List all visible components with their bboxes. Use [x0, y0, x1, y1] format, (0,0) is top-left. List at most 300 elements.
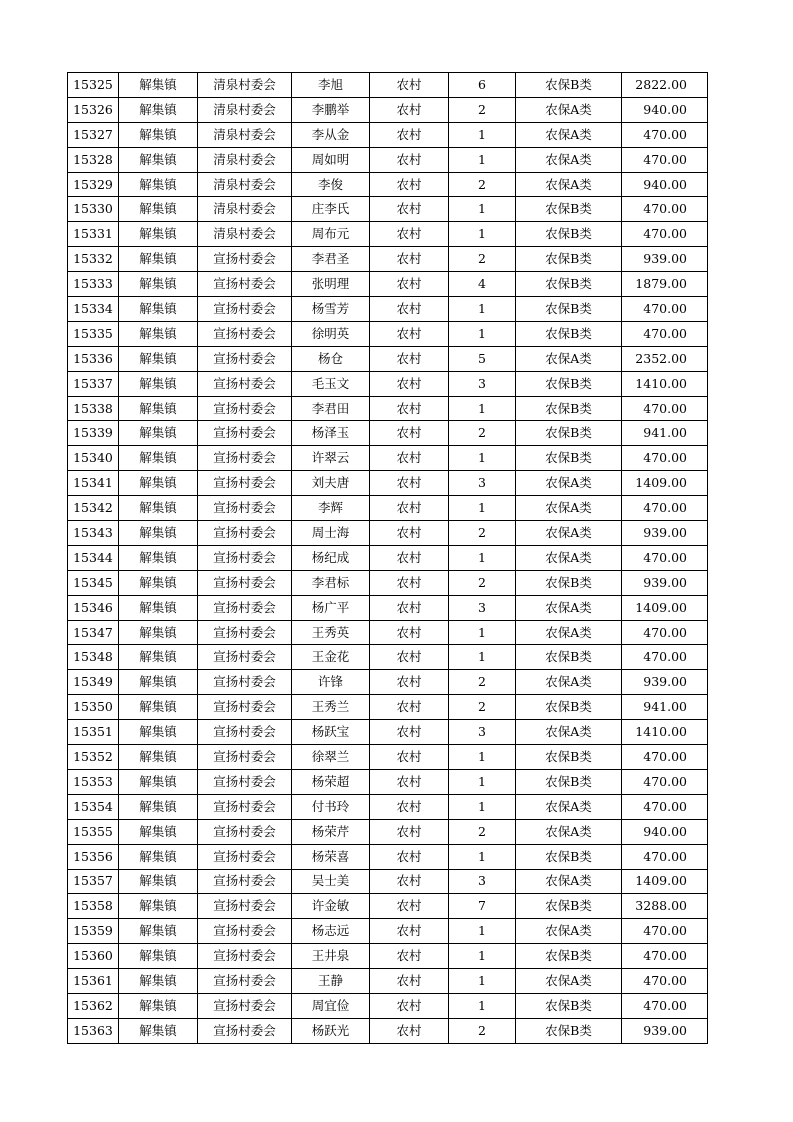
town-cell: 解集镇 [119, 819, 198, 844]
village-cell: 清泉村委会 [198, 172, 292, 197]
person-count-cell: 1 [449, 919, 516, 944]
table-row [68, 122, 708, 147]
row-id-cell: 15337 [68, 371, 119, 396]
amount-cell: 3288.00 [622, 894, 708, 919]
town-cell: 解集镇 [119, 272, 198, 297]
amount-cell: 470.00 [622, 545, 708, 570]
amount-cell: 940.00 [622, 819, 708, 844]
person-count-cell: 3 [449, 471, 516, 496]
person-count-cell: 2 [449, 521, 516, 546]
village-cell: 宣扬村委会 [198, 496, 292, 521]
amount-cell: 1409.00 [622, 595, 708, 620]
amount-cell: 941.00 [622, 421, 708, 446]
table-row [68, 346, 708, 371]
row-id-cell: 15331 [68, 222, 119, 247]
table-row [68, 944, 708, 969]
village-cell: 宣扬村委会 [198, 595, 292, 620]
table-row [68, 570, 708, 595]
town-cell: 解集镇 [119, 570, 198, 595]
name-cell: 李俊 [292, 172, 370, 197]
area-type-cell: 农村 [370, 695, 449, 720]
person-count-cell: 1 [449, 745, 516, 770]
row-id-cell: 15344 [68, 545, 119, 570]
row-id-cell: 15333 [68, 272, 119, 297]
name-cell: 周士海 [292, 521, 370, 546]
area-type-cell: 农村 [370, 122, 449, 147]
row-id-cell: 15336 [68, 346, 119, 371]
town-cell: 解集镇 [119, 446, 198, 471]
town-cell: 解集镇 [119, 869, 198, 894]
row-id-cell: 15341 [68, 471, 119, 496]
person-count-cell: 2 [449, 421, 516, 446]
name-cell: 李旭 [292, 73, 370, 98]
amount-cell: 1409.00 [622, 471, 708, 496]
town-cell: 解集镇 [119, 496, 198, 521]
table-row [68, 645, 708, 670]
town-cell: 解集镇 [119, 844, 198, 869]
amount-cell: 470.00 [622, 944, 708, 969]
table-row [68, 521, 708, 546]
insurance-category-cell: 农保B类 [516, 570, 622, 595]
row-id-cell: 15357 [68, 869, 119, 894]
village-cell: 宣扬村委会 [198, 894, 292, 919]
village-cell: 宣扬村委会 [198, 969, 292, 994]
name-cell: 许翠云 [292, 446, 370, 471]
name-cell: 周宜俭 [292, 993, 370, 1018]
person-count-cell: 1 [449, 545, 516, 570]
row-id-cell: 15362 [68, 993, 119, 1018]
row-id-cell: 15350 [68, 695, 119, 720]
area-type-cell: 农村 [370, 371, 449, 396]
table-row [68, 745, 708, 770]
name-cell: 李从金 [292, 122, 370, 147]
amount-cell: 941.00 [622, 695, 708, 720]
village-cell: 清泉村委会 [198, 73, 292, 98]
area-type-cell: 农村 [370, 97, 449, 122]
person-count-cell: 6 [449, 73, 516, 98]
table-row [68, 297, 708, 322]
town-cell: 解集镇 [119, 172, 198, 197]
town-cell: 解集镇 [119, 944, 198, 969]
name-cell: 吴士美 [292, 869, 370, 894]
name-cell: 许锋 [292, 670, 370, 695]
table-row [68, 172, 708, 197]
table-row [68, 421, 708, 446]
insurance-category-cell: 农保B类 [516, 371, 622, 396]
town-cell: 解集镇 [119, 222, 198, 247]
table-row [68, 819, 708, 844]
area-type-cell: 农村 [370, 346, 449, 371]
amount-cell: 470.00 [622, 993, 708, 1018]
insurance-category-cell: 农保A类 [516, 670, 622, 695]
insurance-category-cell: 农保A类 [516, 172, 622, 197]
name-cell: 刘夫唐 [292, 471, 370, 496]
insurance-category-cell: 农保A类 [516, 147, 622, 172]
person-count-cell: 1 [449, 122, 516, 147]
area-type-cell: 农村 [370, 73, 449, 98]
insurance-category-cell: 农保A类 [516, 969, 622, 994]
name-cell: 徐明英 [292, 321, 370, 346]
table-row [68, 670, 708, 695]
person-count-cell: 4 [449, 272, 516, 297]
village-cell: 宣扬村委会 [198, 670, 292, 695]
village-cell: 宣扬村委会 [198, 570, 292, 595]
person-count-cell: 1 [449, 769, 516, 794]
row-id-cell: 15329 [68, 172, 119, 197]
row-id-cell: 15346 [68, 595, 119, 620]
table-row [68, 396, 708, 421]
name-cell: 杨雪芳 [292, 297, 370, 322]
insurance-category-cell: 农保B类 [516, 297, 622, 322]
village-cell: 宣扬村委会 [198, 844, 292, 869]
amount-cell: 470.00 [622, 297, 708, 322]
name-cell: 周布元 [292, 222, 370, 247]
amount-cell: 940.00 [622, 172, 708, 197]
name-cell: 毛玉文 [292, 371, 370, 396]
town-cell: 解集镇 [119, 1018, 198, 1043]
insurance-category-cell: 农保B类 [516, 844, 622, 869]
village-cell: 宣扬村委会 [198, 794, 292, 819]
name-cell: 杨荣超 [292, 769, 370, 794]
town-cell: 解集镇 [119, 421, 198, 446]
insurance-category-cell: 农保B类 [516, 73, 622, 98]
town-cell: 解集镇 [119, 670, 198, 695]
town-cell: 解集镇 [119, 720, 198, 745]
village-cell: 宣扬村委会 [198, 247, 292, 272]
insurance-category-cell: 农保B类 [516, 396, 622, 421]
village-cell: 宣扬村委会 [198, 695, 292, 720]
name-cell: 王静 [292, 969, 370, 994]
person-count-cell: 2 [449, 1018, 516, 1043]
amount-cell: 470.00 [622, 794, 708, 819]
area-type-cell: 农村 [370, 496, 449, 521]
table-row [68, 844, 708, 869]
area-type-cell: 农村 [370, 670, 449, 695]
amount-cell: 2822.00 [622, 73, 708, 98]
amount-cell: 470.00 [622, 321, 708, 346]
name-cell: 付书玲 [292, 794, 370, 819]
name-cell: 杨荣芹 [292, 819, 370, 844]
row-id-cell: 15335 [68, 321, 119, 346]
area-type-cell: 农村 [370, 272, 449, 297]
table-row [68, 197, 708, 222]
area-type-cell: 农村 [370, 919, 449, 944]
insurance-category-cell: 农保A类 [516, 346, 622, 371]
area-type-cell: 农村 [370, 297, 449, 322]
insurance-category-cell: 农保B类 [516, 446, 622, 471]
amount-cell: 1409.00 [622, 869, 708, 894]
village-cell: 宣扬村委会 [198, 745, 292, 770]
person-count-cell: 1 [449, 297, 516, 322]
name-cell: 许金敏 [292, 894, 370, 919]
table-row [68, 894, 708, 919]
town-cell: 解集镇 [119, 122, 198, 147]
person-count-cell: 2 [449, 247, 516, 272]
area-type-cell: 农村 [370, 545, 449, 570]
table-row [68, 769, 708, 794]
area-type-cell: 农村 [370, 969, 449, 994]
row-id-cell: 15326 [68, 97, 119, 122]
area-type-cell: 农村 [370, 197, 449, 222]
name-cell: 张明理 [292, 272, 370, 297]
village-cell: 宣扬村委会 [198, 471, 292, 496]
data-table [67, 72, 708, 1044]
table-row [68, 247, 708, 272]
town-cell: 解集镇 [119, 321, 198, 346]
person-count-cell: 1 [449, 844, 516, 869]
row-id-cell: 15347 [68, 620, 119, 645]
row-id-cell: 15352 [68, 745, 119, 770]
row-id-cell: 15339 [68, 421, 119, 446]
town-cell: 解集镇 [119, 346, 198, 371]
area-type-cell: 农村 [370, 869, 449, 894]
village-cell: 宣扬村委会 [198, 371, 292, 396]
town-cell: 解集镇 [119, 620, 198, 645]
amount-cell: 470.00 [622, 396, 708, 421]
area-type-cell: 农村 [370, 894, 449, 919]
area-type-cell: 农村 [370, 396, 449, 421]
person-count-cell: 1 [449, 396, 516, 421]
person-count-cell: 1 [449, 993, 516, 1018]
area-type-cell: 农村 [370, 521, 449, 546]
amount-cell: 940.00 [622, 97, 708, 122]
name-cell: 王秀兰 [292, 695, 370, 720]
town-cell: 解集镇 [119, 645, 198, 670]
insurance-category-cell: 农保B类 [516, 272, 622, 297]
amount-cell: 939.00 [622, 1018, 708, 1043]
town-cell: 解集镇 [119, 297, 198, 322]
row-id-cell: 15361 [68, 969, 119, 994]
row-id-cell: 15358 [68, 894, 119, 919]
town-cell: 解集镇 [119, 147, 198, 172]
name-cell: 杨仓 [292, 346, 370, 371]
person-count-cell: 3 [449, 720, 516, 745]
person-count-cell: 2 [449, 172, 516, 197]
amount-cell: 470.00 [622, 496, 708, 521]
person-count-cell: 3 [449, 595, 516, 620]
town-cell: 解集镇 [119, 521, 198, 546]
person-count-cell: 1 [449, 645, 516, 670]
name-cell: 王井泉 [292, 944, 370, 969]
town-cell: 解集镇 [119, 545, 198, 570]
name-cell: 庄李氏 [292, 197, 370, 222]
insurance-category-cell: 农保A类 [516, 595, 622, 620]
person-count-cell: 2 [449, 670, 516, 695]
table-row [68, 969, 708, 994]
table-row [68, 73, 708, 98]
area-type-cell: 农村 [370, 471, 449, 496]
row-id-cell: 15325 [68, 73, 119, 98]
name-cell: 李君圣 [292, 247, 370, 272]
amount-cell: 470.00 [622, 620, 708, 645]
town-cell: 解集镇 [119, 993, 198, 1018]
town-cell: 解集镇 [119, 471, 198, 496]
village-cell: 清泉村委会 [198, 147, 292, 172]
village-cell: 宣扬村委会 [198, 819, 292, 844]
row-id-cell: 15330 [68, 197, 119, 222]
name-cell: 李鹏举 [292, 97, 370, 122]
town-cell: 解集镇 [119, 794, 198, 819]
table-row [68, 1018, 708, 1043]
row-id-cell: 15363 [68, 1018, 119, 1043]
town-cell: 解集镇 [119, 371, 198, 396]
village-cell: 清泉村委会 [198, 122, 292, 147]
row-id-cell: 15360 [68, 944, 119, 969]
village-cell: 宣扬村委会 [198, 620, 292, 645]
insurance-category-cell: 农保B类 [516, 944, 622, 969]
village-cell: 宣扬村委会 [198, 421, 292, 446]
insurance-category-cell: 农保B类 [516, 321, 622, 346]
row-id-cell: 15349 [68, 670, 119, 695]
area-type-cell: 农村 [370, 570, 449, 595]
village-cell: 宣扬村委会 [198, 645, 292, 670]
person-count-cell: 1 [449, 969, 516, 994]
village-cell: 清泉村委会 [198, 97, 292, 122]
amount-cell: 470.00 [622, 745, 708, 770]
insurance-category-cell: 农保A类 [516, 819, 622, 844]
amount-cell: 470.00 [622, 969, 708, 994]
town-cell: 解集镇 [119, 396, 198, 421]
village-cell: 宣扬村委会 [198, 944, 292, 969]
village-cell: 宣扬村委会 [198, 919, 292, 944]
town-cell: 解集镇 [119, 769, 198, 794]
row-id-cell: 15356 [68, 844, 119, 869]
area-type-cell: 农村 [370, 794, 449, 819]
amount-cell: 939.00 [622, 570, 708, 595]
person-count-cell: 3 [449, 371, 516, 396]
insurance-category-cell: 农保A类 [516, 794, 622, 819]
area-type-cell: 农村 [370, 595, 449, 620]
village-cell: 宣扬村委会 [198, 720, 292, 745]
insurance-category-cell: 农保B类 [516, 745, 622, 770]
table-row [68, 869, 708, 894]
insurance-category-cell: 农保B类 [516, 695, 622, 720]
area-type-cell: 农村 [370, 247, 449, 272]
insurance-category-cell: 农保B类 [516, 197, 622, 222]
table-row [68, 272, 708, 297]
town-cell: 解集镇 [119, 197, 198, 222]
row-id-cell: 15345 [68, 570, 119, 595]
table-row [68, 794, 708, 819]
insurance-category-cell: 农保B类 [516, 645, 622, 670]
table-row [68, 97, 708, 122]
insurance-category-cell: 农保A类 [516, 720, 622, 745]
table-body [68, 73, 708, 1044]
area-type-cell: 农村 [370, 321, 449, 346]
table-row [68, 595, 708, 620]
village-cell: 清泉村委会 [198, 197, 292, 222]
insurance-category-cell: 农保B类 [516, 894, 622, 919]
person-count-cell: 1 [449, 794, 516, 819]
insurance-category-cell: 农保B类 [516, 222, 622, 247]
area-type-cell: 农村 [370, 745, 449, 770]
amount-cell: 470.00 [622, 769, 708, 794]
amount-cell: 939.00 [622, 521, 708, 546]
row-id-cell: 15327 [68, 122, 119, 147]
amount-cell: 470.00 [622, 222, 708, 247]
person-count-cell: 1 [449, 321, 516, 346]
area-type-cell: 农村 [370, 421, 449, 446]
row-id-cell: 15354 [68, 794, 119, 819]
area-type-cell: 农村 [370, 993, 449, 1018]
person-count-cell: 1 [449, 496, 516, 521]
name-cell: 杨荣喜 [292, 844, 370, 869]
row-id-cell: 15338 [68, 396, 119, 421]
table-row [68, 222, 708, 247]
town-cell: 解集镇 [119, 73, 198, 98]
name-cell: 王金花 [292, 645, 370, 670]
town-cell: 解集镇 [119, 919, 198, 944]
name-cell: 杨纪成 [292, 545, 370, 570]
town-cell: 解集镇 [119, 97, 198, 122]
town-cell: 解集镇 [119, 745, 198, 770]
table-row [68, 919, 708, 944]
person-count-cell: 7 [449, 894, 516, 919]
row-id-cell: 15355 [68, 819, 119, 844]
insurance-category-cell: 农保A类 [516, 869, 622, 894]
village-cell: 宣扬村委会 [198, 446, 292, 471]
name-cell: 王秀英 [292, 620, 370, 645]
row-id-cell: 15351 [68, 720, 119, 745]
name-cell: 杨泽玉 [292, 421, 370, 446]
area-type-cell: 农村 [370, 147, 449, 172]
amount-cell: 1879.00 [622, 272, 708, 297]
row-id-cell: 15342 [68, 496, 119, 521]
name-cell: 李君田 [292, 396, 370, 421]
person-count-cell: 1 [449, 147, 516, 172]
amount-cell: 939.00 [622, 247, 708, 272]
town-cell: 解集镇 [119, 695, 198, 720]
village-cell: 宣扬村委会 [198, 769, 292, 794]
amount-cell: 470.00 [622, 645, 708, 670]
area-type-cell: 农村 [370, 769, 449, 794]
insurance-category-cell: 农保A类 [516, 919, 622, 944]
village-cell: 宣扬村委会 [198, 272, 292, 297]
name-cell: 杨广平 [292, 595, 370, 620]
person-count-cell: 5 [449, 346, 516, 371]
table-row [68, 446, 708, 471]
village-cell: 宣扬村委会 [198, 521, 292, 546]
table-row [68, 321, 708, 346]
person-count-cell: 2 [449, 695, 516, 720]
name-cell: 李辉 [292, 496, 370, 521]
village-cell: 清泉村委会 [198, 222, 292, 247]
area-type-cell: 农村 [370, 222, 449, 247]
amount-cell: 470.00 [622, 844, 708, 869]
row-id-cell: 15340 [68, 446, 119, 471]
person-count-cell: 1 [449, 944, 516, 969]
person-count-cell: 1 [449, 222, 516, 247]
amount-cell: 470.00 [622, 919, 708, 944]
row-id-cell: 15328 [68, 147, 119, 172]
amount-cell: 470.00 [622, 147, 708, 172]
village-cell: 宣扬村委会 [198, 346, 292, 371]
area-type-cell: 农村 [370, 819, 449, 844]
village-cell: 宣扬村委会 [198, 321, 292, 346]
person-count-cell: 1 [449, 620, 516, 645]
area-type-cell: 农村 [370, 720, 449, 745]
area-type-cell: 农村 [370, 446, 449, 471]
person-count-cell: 1 [449, 446, 516, 471]
row-id-cell: 15348 [68, 645, 119, 670]
area-type-cell: 农村 [370, 1018, 449, 1043]
area-type-cell: 农村 [370, 844, 449, 869]
insurance-category-cell: 农保A类 [516, 97, 622, 122]
insurance-category-cell: 农保A类 [516, 496, 622, 521]
town-cell: 解集镇 [119, 595, 198, 620]
town-cell: 解集镇 [119, 894, 198, 919]
table-row [68, 496, 708, 521]
